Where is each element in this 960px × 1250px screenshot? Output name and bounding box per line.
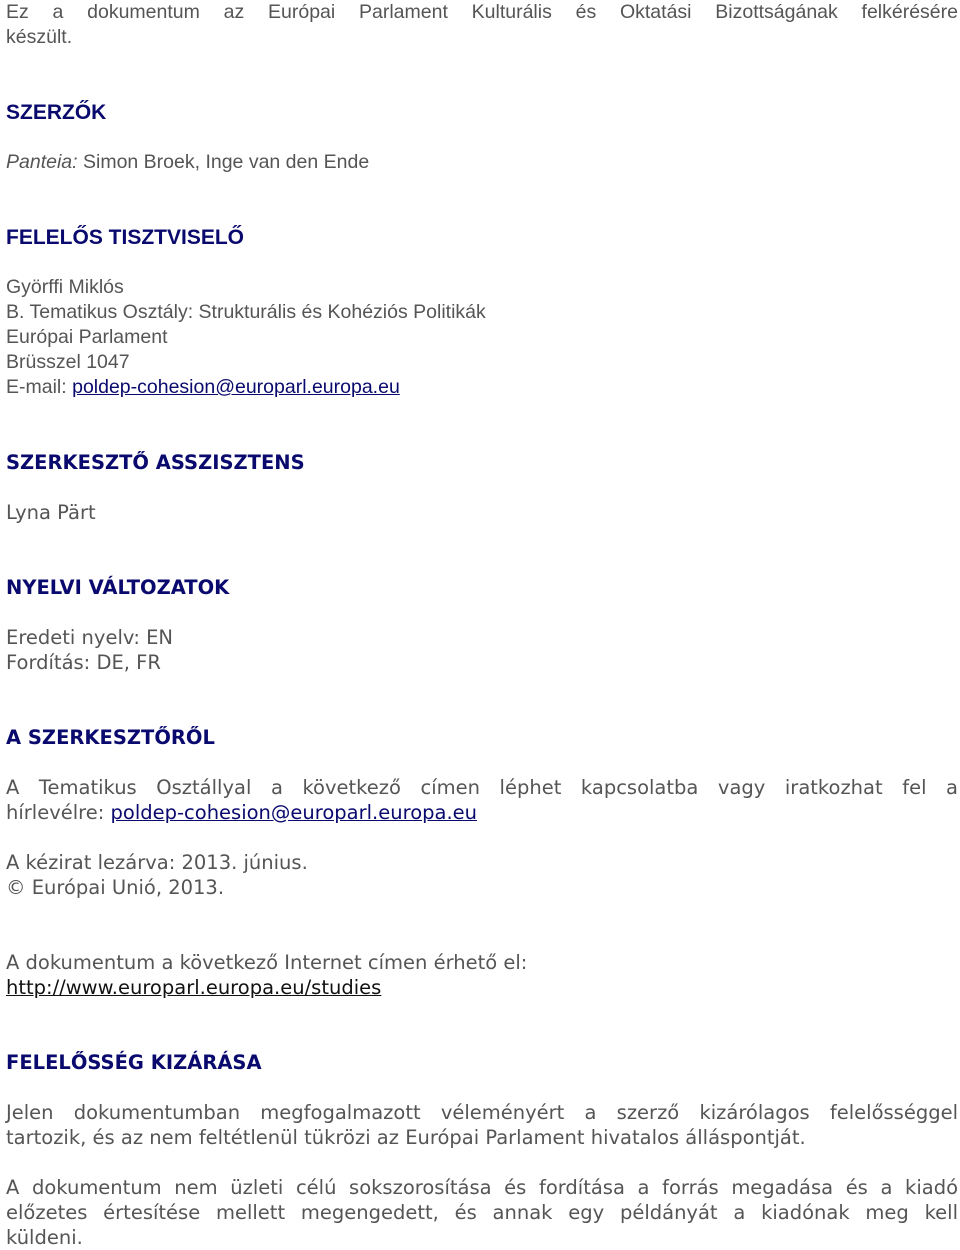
- disclaimer-paragraph-1: [6, 1100, 958, 1150]
- disclaimer-p2-line-2: előzetes értesítése mellett megengedett, és annak egy példányát a kiadónak meg kell: [6, 1201, 958, 1224]
- intro-paragraph: [6, 0, 958, 50]
- disclaimer-p2-line-1: A dokumentum nem üzleti célú sokszorosítása és fordítása a forrás megadása és a kiadó: [6, 1176, 958, 1199]
- official-heading: FELELŐS TISZTVISELŐ: [6, 226, 245, 249]
- assistant-name: Lyna Pärt: [6, 501, 96, 524]
- disclaimer-p1-line-1: Jelen dokumentumban megfogalmazott véleményért a szerző kizárólagos felelősséggel: [6, 1101, 958, 1124]
- intro-line-2: készült.: [6, 26, 73, 48]
- copyright-icon: ©: [6, 876, 26, 899]
- language-original: Eredeti nyelv: EN: [6, 626, 174, 649]
- official-unit: B. Tematikus Osztály: Strukturális és Kohéziós Politikák: [6, 301, 486, 323]
- official-email-label: E-mail:: [6, 376, 73, 398]
- authors-heading: SZERZŐK: [6, 101, 107, 124]
- availability-url-line: [6, 975, 958, 1000]
- authors-line: [6, 150, 958, 175]
- languages-details: [6, 625, 958, 675]
- closing-info: [6, 850, 958, 900]
- language-translation: Fordítás: DE, FR: [6, 651, 161, 674]
- disclaimer-p1-line-2: tartozik, és az nem feltétlenül tükrözi az Európai Parlament hivatalos álláspontját.: [6, 1126, 806, 1149]
- official-email-link[interactable]: poldep-cohesion@europarl.europa.eu: [72, 376, 400, 398]
- disclaimer-paragraph-2: [6, 1175, 958, 1250]
- newsletter-email-link[interactable]: poldep-cohesion@europarl.europa.eu: [110, 801, 478, 824]
- assistant-heading: SZERKESZTŐ ASSZISZTENS: [6, 451, 305, 474]
- official-name: Györffi Miklós: [6, 276, 124, 298]
- about-editor-heading: A SZERKESZTŐRŐL: [6, 726, 215, 749]
- manuscript-closed: A kézirat lezárva: 2013. június.: [6, 851, 308, 874]
- about-editor-line-1: A Tematikus Osztállyal a következő címen léphet kapcsolatba vagy iratkozhat fel a: [6, 776, 958, 799]
- authors-names: Simon Broek, Inge van den Ende: [77, 151, 370, 173]
- newsletter-label: hírlevélre:: [6, 801, 111, 824]
- intro-line-1: Ez a dokumentum az Európai Parlament Kulturális és Oktatási Bizottságának felkérésére: [6, 1, 958, 23]
- about-editor-paragraph: [6, 775, 958, 825]
- authors-org: Panteia:: [6, 151, 78, 173]
- availability-info: [6, 950, 958, 1000]
- languages-heading: NYELVI VÁLTOZATOK: [6, 576, 230, 599]
- official-institution: Európai Parlament: [6, 326, 168, 348]
- availability-text: A dokumentum a következő Internet címen érhető el:: [6, 951, 528, 974]
- official-details: [6, 275, 958, 400]
- official-email-line: [6, 375, 958, 400]
- copyright-text: Európai Unió, 2013.: [25, 876, 225, 899]
- official-city: Brüsszel 1047: [6, 351, 130, 373]
- disclaimer-p2-line-3: küldeni.: [6, 1226, 83, 1249]
- about-editor-line-2: [6, 800, 958, 825]
- studies-url-link[interactable]: http://www.europarl.europa.eu/studies: [6, 976, 382, 999]
- copyright-line: [6, 875, 958, 900]
- disclaimer-heading: FELELŐSSÉG KIZÁRÁSA: [6, 1051, 262, 1074]
